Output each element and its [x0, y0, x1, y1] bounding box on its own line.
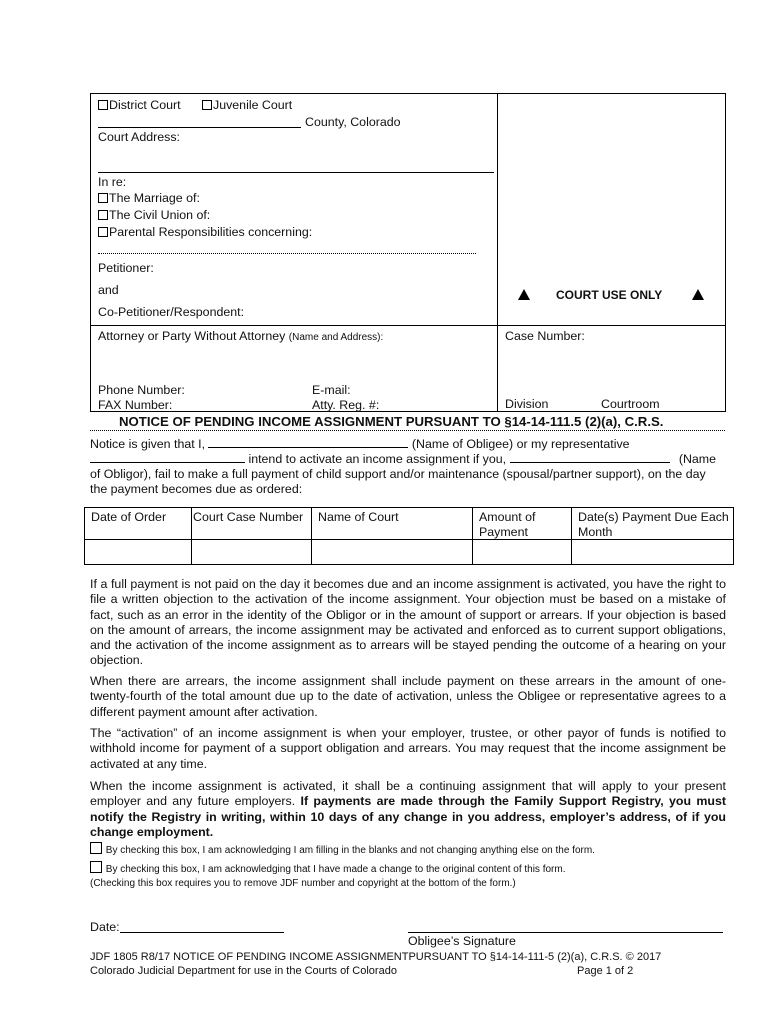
county-label: County, Colorado — [305, 115, 401, 129]
table-header-name-of-court: Name of Court — [318, 510, 399, 524]
parties-line[interactable] — [98, 253, 476, 254]
up-arrow-icon — [692, 289, 704, 300]
and-label: and — [98, 283, 119, 297]
case-number-label: Case Number: — [505, 329, 585, 343]
table-cell-due[interactable] — [572, 540, 731, 563]
courtroom-label: Courtroom — [601, 397, 660, 411]
marriage-checkbox[interactable] — [98, 193, 108, 203]
ack-change-option[interactable]: By checking this box, I am acknowledging that I have made a change to the original content of this form. — [90, 861, 566, 875]
fax-label: FAX Number: — [98, 398, 173, 412]
table-cell-date[interactable] — [85, 540, 190, 563]
civil-union-option[interactable]: The Civil Union of: — [98, 208, 210, 222]
signature-line[interactable] — [408, 932, 723, 933]
footer-form-id: JDF 1805 R8/17 NOTICE OF PENDING INCOME ASSIGNMENTPURSUANT TO §14-14-111-5 (2)(a), C.R.S. © 2017 — [90, 951, 662, 963]
caption-divider — [497, 93, 498, 411]
petitioner-label: Petitioner: — [98, 261, 154, 275]
paragraph-objection: If a full payment is not paid on the day it becomes due and an income assignment is activated, you have the right to file a written objection to the activation of the income assignment. Your objection must be based on a mistake of fact, such as an error in the identity of the Obligor or in the amount of support or arrears. If your objection is based on the amount of arrears, the income assignment may be activated and enforced as to current support obligations, and the activation of the income assignment as to arrears will be stayed pending the outcome of a hearing on your objection. — [90, 577, 726, 668]
district-court-checkbox[interactable] — [98, 100, 108, 110]
phone-label: Phone Number: — [98, 383, 185, 397]
juvenile-court-option[interactable]: Juvenile Court — [202, 98, 292, 112]
form-title: NOTICE OF PENDING INCOME ASSIGNMENT PURSUANT TO §14-14-111.5 (2)(a), C.R.S. — [119, 414, 664, 429]
table-cell-case[interactable] — [192, 540, 310, 563]
court-address-label: Court Address: — [98, 130, 180, 144]
table-header-date-of-order: Date of Order — [91, 510, 167, 524]
ack-filling-option[interactable]: By checking this box, I am acknowledging I am filling in the blanks and not changing anything else on the form. — [90, 842, 595, 856]
date-label: Date: — [90, 920, 120, 934]
table-header-due-dates: Date(s) Payment Due Each Month — [578, 510, 729, 539]
table-cell-court[interactable] — [312, 540, 471, 563]
footer-page-number: Page 1 of 2 — [577, 965, 634, 977]
table-cell-amount[interactable] — [473, 540, 570, 563]
obligee-signature-label: Obligee’s Signature — [408, 934, 516, 948]
up-arrow-icon — [518, 289, 530, 300]
obligor-name-blank[interactable] — [510, 452, 670, 463]
co-petitioner-label: Co-Petitioner/Respondent: — [98, 305, 245, 319]
atty-reg-label: Atty. Reg. #: — [312, 398, 380, 412]
notice-line-4: the payment becomes due as ordered: — [90, 482, 303, 496]
representative-blank[interactable] — [90, 452, 245, 463]
court-address-line — [98, 172, 494, 173]
caption-row-line — [90, 325, 725, 326]
paragraph-arrears: When there are arrears, the income assignment shall include payment on these arrears in the amount of one-twenty-fourth of the total amount due up to the date of activation, unless the Obligee or representative agrees to a different payment amount after activation. — [90, 674, 726, 719]
parental-option[interactable]: Parental Responsibilities concerning: — [98, 225, 312, 239]
marriage-option[interactable]: The Marriage of: — [98, 191, 200, 205]
notice-line-2: intend to activate an income assignment if you, (Name — [90, 452, 726, 466]
attorney-label: Attorney or Party Without Attorney (Name and Address): — [98, 329, 384, 343]
county-blank[interactable] — [98, 127, 301, 128]
notice-line-1: Notice is given that I, (Name of Obligee) or my representative — [90, 437, 630, 451]
ack-change-note: (Checking this box requires you to remove JDF number and copyright at the bottom of the form.) — [90, 878, 516, 889]
district-court-option[interactable]: District Court — [98, 98, 181, 112]
ack-filling-checkbox[interactable] — [90, 842, 102, 854]
parental-checkbox[interactable] — [98, 227, 108, 237]
civil-union-checkbox[interactable] — [98, 210, 108, 220]
table-header-amount: Amount of Payment — [479, 510, 536, 539]
juvenile-court-checkbox[interactable] — [202, 100, 212, 110]
in-re-label: In re: — [98, 175, 127, 189]
division-label: Division — [505, 397, 549, 411]
footer-department: Colorado Judicial Department for use in the Courts of Colorado — [90, 965, 397, 977]
title-underline — [90, 430, 725, 431]
email-label: E-mail: — [312, 383, 351, 397]
paragraph-continuing: When the income assignment is activated, it shall be a continuing assignment that will apply to your present employer and any future employers. If payments are made through the Family Support Registry, you must notify the Registry in writing, within 10 days of any change in you address, employer’s address, of if you change employment. — [90, 779, 726, 839]
table-header-case-number: Court Case Number — [193, 510, 304, 524]
date-blank[interactable] — [120, 932, 284, 933]
ack-change-checkbox[interactable] — [90, 861, 102, 873]
obligee-name-blank[interactable] — [208, 437, 408, 448]
paragraph-activation: The “activation” of an income assignment is when your employer, trustee, or other payor of funds is notified to withhold income for payment of a support obligation and arrears. You may request that the income assignment be activated at any time. — [90, 726, 726, 771]
notice-line-3: of Obligor), fail to make a full payment of child support and/or maintenance (spousal/partner support), on the day — [90, 467, 706, 481]
court-use-only: COURT USE ONLY — [556, 288, 663, 302]
